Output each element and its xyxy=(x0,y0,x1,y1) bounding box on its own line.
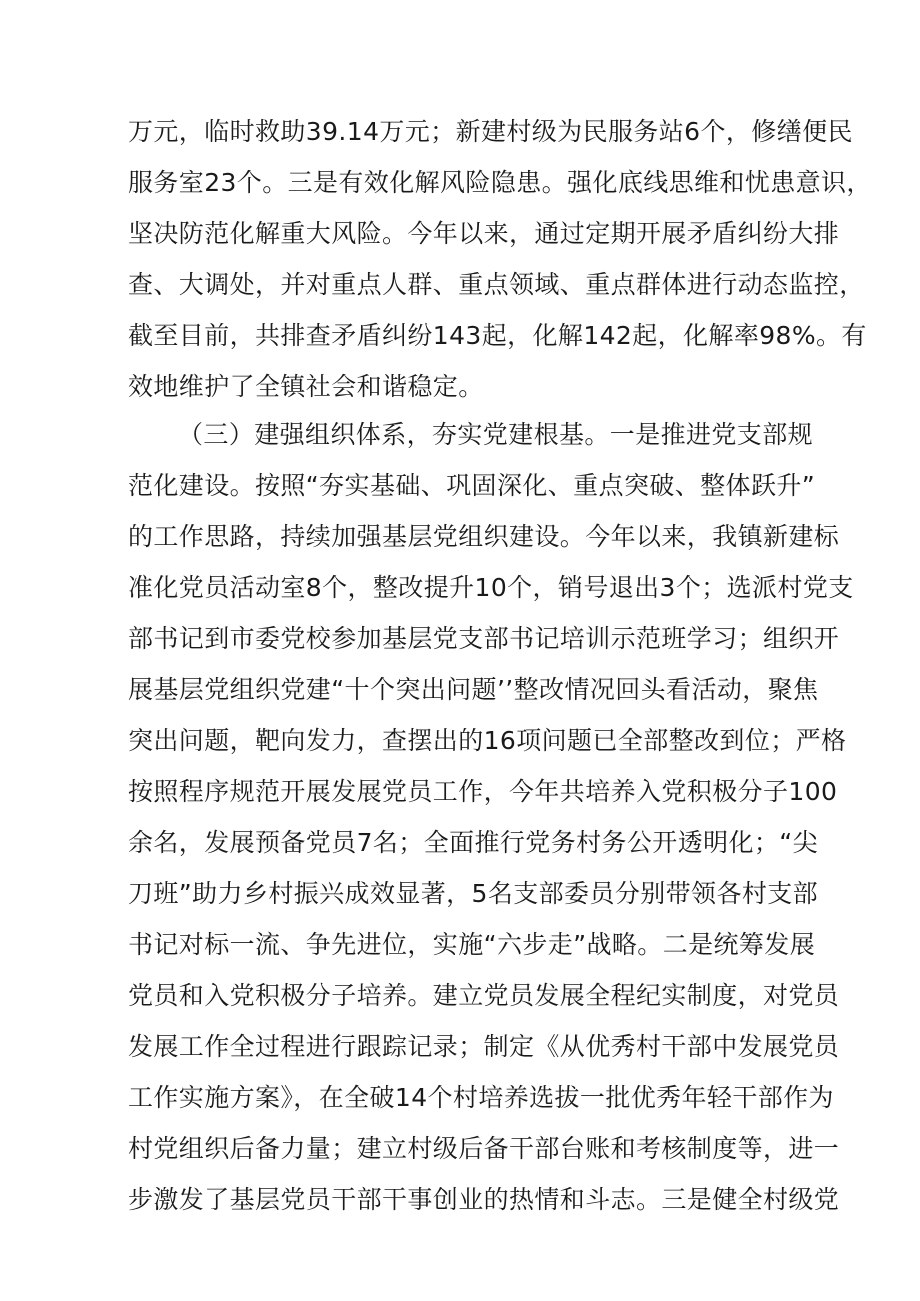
text-line: 查、大调处，并对重点人群、重点领域、重点群体进行动态监控， xyxy=(128,270,865,299)
text-line: 的工作思路，持续加强基层党组织建设。今年以来，我镇新建标 xyxy=(128,522,840,551)
text-line: 准化党员活动室8个，整改提升10个，销号退出3个；选派村党支 xyxy=(128,573,854,602)
paragraph-party-organization xyxy=(128,409,854,1225)
text-line: 按照程序规范开展发展党员工作，今年共培养入党积极分子100 xyxy=(128,777,838,806)
text-line: 展基层党组织党建“十个突出问题’’整改情况回头看活动，聚焦 xyxy=(128,675,819,704)
text-line: 刀班”助力乡村振兴成效显著，5名支部委员分别带领各村支部 xyxy=(128,879,819,908)
paragraph-social-stability xyxy=(128,106,872,412)
text-line: 余名，发展预备党员7名；全面推行党务村务公开透明化；“尖 xyxy=(128,828,819,857)
text-line: 发展工作全过程进行跟踪记录；制定《从优秀村干部中发展党员 xyxy=(128,1032,840,1061)
text-line: 党员和入党积极分子培养。建立党员发展全程纪实制度，对党员 xyxy=(128,981,840,1010)
text-line: 服务室23个。三是有效化解风险隐患。强化底线思维和忧患意识， xyxy=(128,168,872,197)
text-line: 部书记到市委党校参加基层党支部书记培训示范班学习；组织开 xyxy=(128,624,840,653)
text-line: 村党组织后备力量；建立村级后备干部台账和考核制度等，进一 xyxy=(128,1134,840,1163)
text-line: 突出问题，靶向发力，查摆出的16项问题已全部整改到位；严格 xyxy=(128,726,847,755)
text-line: 书记对标一流、争先进位，实施“六步走”战略。二是统筹发展 xyxy=(128,930,816,959)
text-line: 截至目前，共排查矛盾纠纷143起，化解142起，化解率98%。有 xyxy=(128,321,867,350)
text-line: 工作实施方案》，在全破14个村培养选拔一批优秀年轻干部作为 xyxy=(128,1083,834,1112)
text-line: 范化建设。按照“夯实基础、巩固深化、重点突破、整体跃升” xyxy=(128,471,816,500)
text-line: 效地维护了全镇社会和谐稳定。 xyxy=(128,372,484,401)
text-line: 步激发了基层党员干部干事创业的热情和斗志。三是健全村级党 xyxy=(128,1185,840,1214)
text-line: 坚决防范化解重大风险。今年以来，通过定期开展矛盾纠纷大排 xyxy=(128,219,840,248)
text-line-heading: （三）建强组织体系，夯实党建根基。一是推进党支部规 xyxy=(178,420,814,449)
text-line: 万元，临时救助39.14万元；新建村级为民服务站6个，修缮便民 xyxy=(128,117,853,146)
